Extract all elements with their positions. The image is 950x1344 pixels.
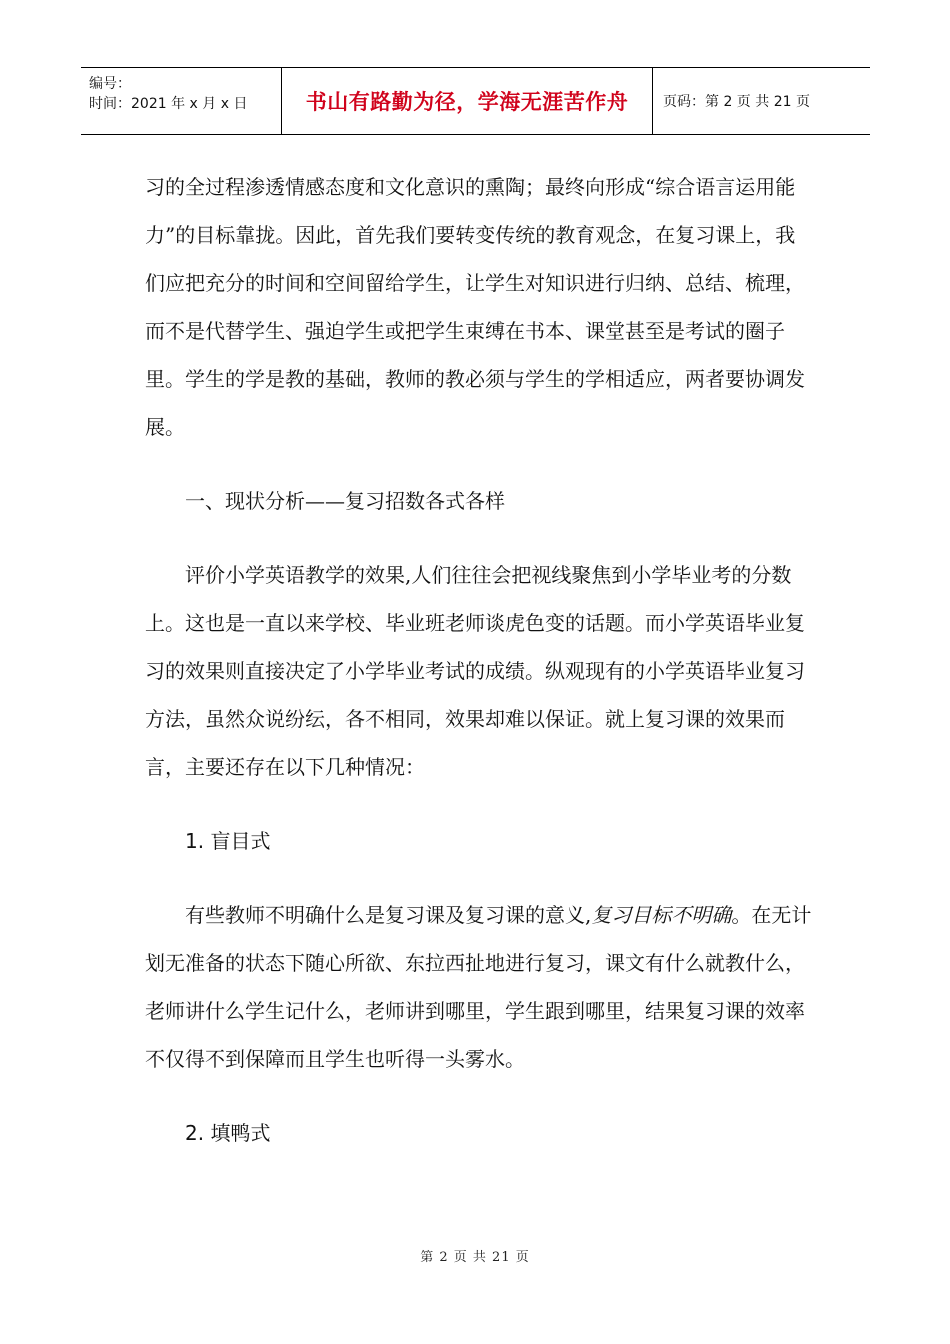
paragraph-blind — [145, 891, 815, 1083]
section-heading: 一、现状分析——复习招数各式各样 — [185, 489, 505, 513]
paragraph-blind-text-b: 。在无计划无准备的状态下随心所欲、东拉西扯地进行复习，课文有什么就教什么，老师讲什么学生记什么，老师讲到哪里，学生跟到哪里，结果复习课的效率不仅得不到保障而且学生也听得一头雾水。 — [145, 903, 812, 1071]
header-meta — [81, 68, 282, 134]
header-motto: 书山有路勤为径，学海无涯苦作舟 — [282, 68, 653, 134]
subheading-cramming: 2. 填鸭式 — [185, 1121, 271, 1145]
paragraph-intro: 习的全过程渗透情感态度和文化意识的熏陶；最终向形成“综合语言运用能力”的目标靠拢。因此，首先我们要转变传统的教育观念，在复习课上，我们应把充分的时间和空间留给学生，让学生对知识进行归纳、总结、梳理，而不是代替学生、强迫学生或把学生束缚在书本、课堂甚至是考试的圈子里。学生的学是教的基础，教师的教必须与学生的学相适应，两者要协调发展。 — [145, 175, 805, 439]
header-page-info: 页码：第 2 页 共 21 页 — [663, 94, 810, 110]
document-body — [145, 163, 815, 1157]
number-label: 编号： — [89, 76, 131, 92]
page-footer: 第 2 页 共 21 页 — [420, 1250, 530, 1265]
paragraph-status-text: 评价小学英语教学的效果,人们往往会把视线聚焦到小学毕业考的分数上。这也是一直以来学校、毕业班老师谈虎色变的话题。而小学英语毕业复习的效果则直接决定了小学毕业考试的成绩。纵观现有的小学英语毕业复习方法，虽然众说纷纭，各不相同，效果却难以保证。就上复习课的效果而言，主要还存在以下几种情况： — [145, 563, 805, 779]
paragraph-blind-emphasis: 复习目标不明确 — [591, 903, 732, 927]
page-header — [81, 67, 870, 135]
subheading-blind: 1. 盲目式 — [185, 829, 271, 853]
paragraph-blind-text-a: 有些教师不明确什么是复习课及复习课的意义, — [185, 903, 592, 927]
paragraph-status — [145, 551, 815, 791]
time-label: 时间：2021 年 x 月 x 日 — [89, 96, 248, 112]
